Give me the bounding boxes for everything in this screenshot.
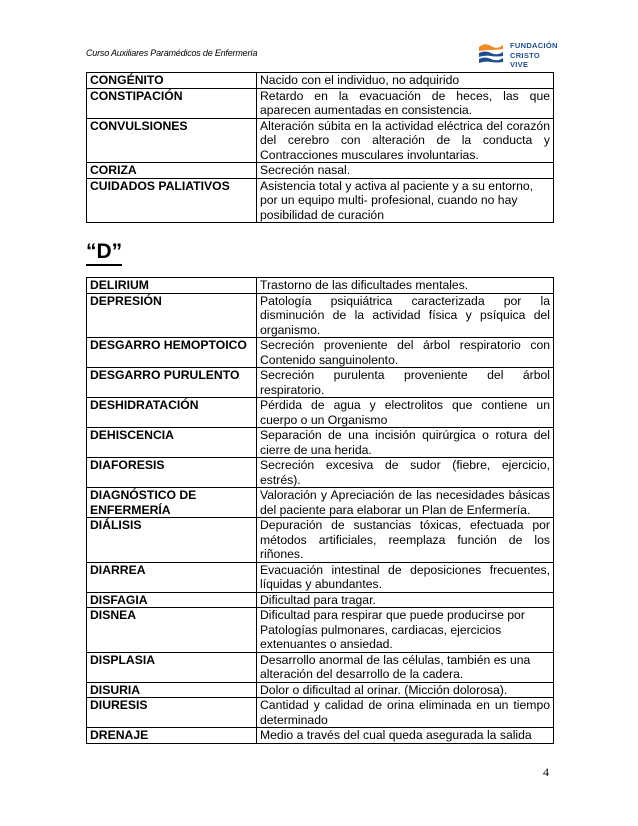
table-row [87,652,554,682]
term-cell: CUIDADOS PALIATIVOS [87,178,257,223]
logo-line-1: FUNDACIÓN [510,41,558,50]
glossary-table-d [86,277,554,744]
section-heading-d [86,240,122,266]
definition-cell: Trastorno de las dificultades mentales. [257,278,554,294]
term-cell: DIÁLISIS [87,518,257,563]
table-row [87,368,554,398]
table-row [87,562,554,592]
definition-cell: Dolor o dificultad al orinar. (Micción dolorosa). [257,682,554,698]
definition-cell: Separación de una incisión quirúrgica o rotura del cierre de una herida. [257,428,554,458]
glossary-table-c [86,72,554,223]
table-row [87,278,554,294]
term-cell: DELIRIUM [87,278,257,294]
term-cell: DEPRESIÓN [87,293,257,338]
section-heading-text: “D” [86,240,123,263]
term-cell: CORIZA [87,163,257,179]
term-cell: DISNEA [87,608,257,653]
term-cell: CONGÉNITO [87,73,257,89]
term-cell: DRENAJE [87,728,257,744]
table-row [87,518,554,563]
definition-cell: Cantidad y calidad de orina eliminada en un tiempo determinado [257,698,554,728]
definition-cell: Desarrollo anormal de las células, también es una alteración del desarrollo de la cadera. [257,652,554,682]
logo-line-2: CRISTO VIVE [510,51,540,69]
heading-underline [86,264,122,266]
table-row [87,488,554,518]
definition-cell: Medio a través del cual queda asegurada la salida [257,728,554,744]
term-cell: CONSTIPACIÓN [87,88,257,118]
table-row [87,398,554,428]
term-cell: DESGARRO HEMOPTOICO [87,338,257,368]
table-row [87,608,554,653]
definition-cell: Asistencia total y activa al paciente y a su entorno, por un equipo multi- profesional, cuando no hay posibilidad de curación [257,178,554,223]
term-cell: DEHISCENCIA [87,428,257,458]
term-cell: DIURESIS [87,698,257,728]
fundacion-logo [478,37,558,67]
table-row [87,178,554,223]
definition-cell: Secreción proveniente del árbol respiratorio con Contenido sanguinolento. [257,338,554,368]
table-row [87,458,554,488]
definition-cell: Secreción excesiva de sudor (fiebre, ejercicio, estrés). [257,458,554,488]
logo-waves-icon [478,40,504,64]
term-cell: DIAGNÓSTICO DE ENFERMERÍA [87,488,257,518]
table-row [87,88,554,118]
term-cell: DISFAGIA [87,592,257,608]
course-header: Curso Auxiliares Paramédicos de Enfermería [86,48,258,58]
definition-cell: Retardo en la evacuación de heces, las que aparecen aumentadas en consistencia. [257,88,554,118]
table-row [87,338,554,368]
definition-cell: Nacido con el individuo, no adquirido [257,73,554,89]
definition-cell: Dificultad para tragar. [257,592,554,608]
table-row [87,73,554,89]
table-row [87,293,554,338]
table-row [87,698,554,728]
page-number: 4 [543,765,549,779]
definition-cell: Patología psiquiátrica caracterizada por la disminución de la actividad física y psíquica del organismo. [257,293,554,338]
definition-cell: Secreción nasal. [257,163,554,179]
term-cell: DESHIDRATACIÓN [87,398,257,428]
definition-cell: Alteración súbita en la actividad eléctrica del corazón del cerebro con alteración de la conducta y Contracciones musculares involuntarias. [257,118,554,163]
term-cell: DISURIA [87,682,257,698]
table-row [87,163,554,179]
table-row [87,592,554,608]
table-row [87,118,554,163]
term-cell: DISPLASIA [87,652,257,682]
term-cell: DIAFORESIS [87,458,257,488]
definition-cell: Depuración de sustancias tóxicas, efectuada por métodos artificiales, reemplaza función de los riñones. [257,518,554,563]
table-row [87,428,554,458]
term-cell: DIARREA [87,562,257,592]
table-row [87,728,554,744]
term-cell: CONVULSIONES [87,118,257,163]
table-row [87,682,554,698]
definition-cell: Pérdida de agua y electrolitos que contiene un cuerpo o un Organismo [257,398,554,428]
term-cell: DESGARRO PURULENTO [87,368,257,398]
definition-cell: Evacuación intestinal de deposiciones frecuentes, líquidas y abundantes. [257,562,554,592]
definition-cell: Valoración y Apreciación de las necesidades básicas del paciente para elaborar un Plan de Enfermería. [257,488,554,518]
definition-cell: Secreción purulenta proveniente del árbol respiratorio. [257,368,554,398]
definition-cell: Dificultad para respirar que puede producirse por Patologías pulmonares, cardiacas, ejercicios extenuantes o ansiedad. [257,608,554,653]
